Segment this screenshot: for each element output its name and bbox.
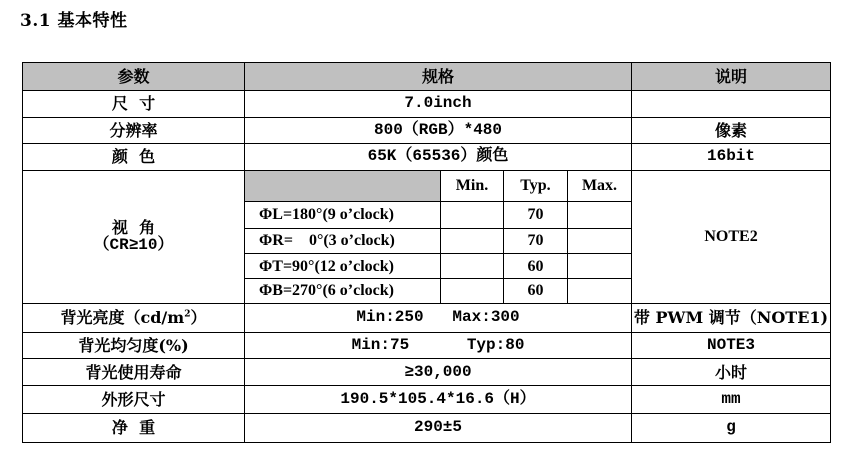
- row-weight: [23, 414, 831, 443]
- header-note: 说明: [632, 63, 831, 91]
- header-spec: 规格: [245, 63, 632, 91]
- viewing-angle-header-blank: [245, 171, 441, 202]
- param-uniformity: 背光均匀度(%): [23, 332, 245, 359]
- angle-max: [568, 254, 632, 279]
- col-max: Max.: [568, 171, 632, 202]
- angle-typ: 60: [504, 254, 568, 279]
- note-uniformity: NOTE3: [632, 332, 831, 359]
- param-weight: 净 重: [23, 414, 245, 443]
- spec-table: [22, 62, 831, 443]
- row-dimension: [23, 386, 831, 414]
- note-brightness: 带 PWM 调节（NOTE1): [632, 303, 831, 332]
- spec-weight: 290±5: [245, 414, 632, 443]
- row-uniformity: [23, 332, 831, 359]
- angle-label: ΦR= 0°(3 o’clock): [245, 228, 441, 254]
- angle-min: [441, 201, 504, 228]
- param-size: 尺 寸: [23, 90, 245, 117]
- param-viewing: [23, 171, 245, 304]
- angle-typ: 60: [504, 279, 568, 304]
- row-brightness: [23, 303, 831, 332]
- spec-color: 65K（65536）颜色: [245, 144, 632, 171]
- spec-resolution: 800（RGB）*480: [245, 117, 632, 144]
- param-resolution: 分辨率: [23, 117, 245, 144]
- note-weight: g: [632, 414, 831, 443]
- row-resolution: [23, 117, 831, 144]
- section-title: 3.1 基本特性: [20, 11, 128, 31]
- col-min: Min.: [441, 171, 504, 202]
- angle-min: [441, 279, 504, 304]
- note-color: 16bit: [632, 144, 831, 171]
- angle-typ: 70: [504, 228, 568, 254]
- col-typ: Typ.: [504, 171, 568, 202]
- spec-size: 7.0inch: [245, 90, 632, 117]
- header-param: 参数: [23, 63, 245, 91]
- angle-label: ΦT=90°(12 o’clock): [245, 254, 441, 279]
- angle-min: [441, 254, 504, 279]
- row-lifetime: [23, 359, 831, 386]
- angle-max: [568, 279, 632, 304]
- spec-brightness: Min:250 Max:300: [245, 303, 632, 332]
- param-lifetime: 背光使用寿命: [23, 359, 245, 386]
- row-viewing-header: [23, 171, 831, 202]
- note-viewing: NOTE2: [632, 171, 831, 304]
- angle-max: [568, 228, 632, 254]
- note-dimension: mm: [632, 386, 831, 414]
- header-row: [23, 63, 831, 91]
- param-brightness: 背光亮度$(cd/m^2)$: [23, 303, 245, 332]
- spec-uniformity: Min:75 Typ:80: [245, 332, 632, 359]
- row-size: [23, 90, 831, 117]
- angle-typ: 70: [504, 201, 568, 228]
- angle-min: [441, 228, 504, 254]
- param-color: 颜 色: [23, 144, 245, 171]
- note-resolution: 像素: [632, 117, 831, 144]
- angle-label: ΦL=180°(9 o’clock): [245, 201, 441, 228]
- param-dimension: 外形尺寸: [23, 386, 245, 414]
- spec-dimension: 190.5*105.4*16.6（H）: [245, 386, 632, 414]
- angle-max: [568, 201, 632, 228]
- note-size: [632, 90, 831, 117]
- row-color: [23, 144, 831, 171]
- viewing-condition: （CR≥10）: [93, 235, 174, 254]
- note-lifetime: 小时: [632, 359, 831, 386]
- angle-label: ΦB=270°(6 o’clock): [245, 279, 441, 304]
- viewing-label: 视 角: [111, 218, 156, 238]
- spec-lifetime: ≥30,000: [245, 359, 632, 386]
